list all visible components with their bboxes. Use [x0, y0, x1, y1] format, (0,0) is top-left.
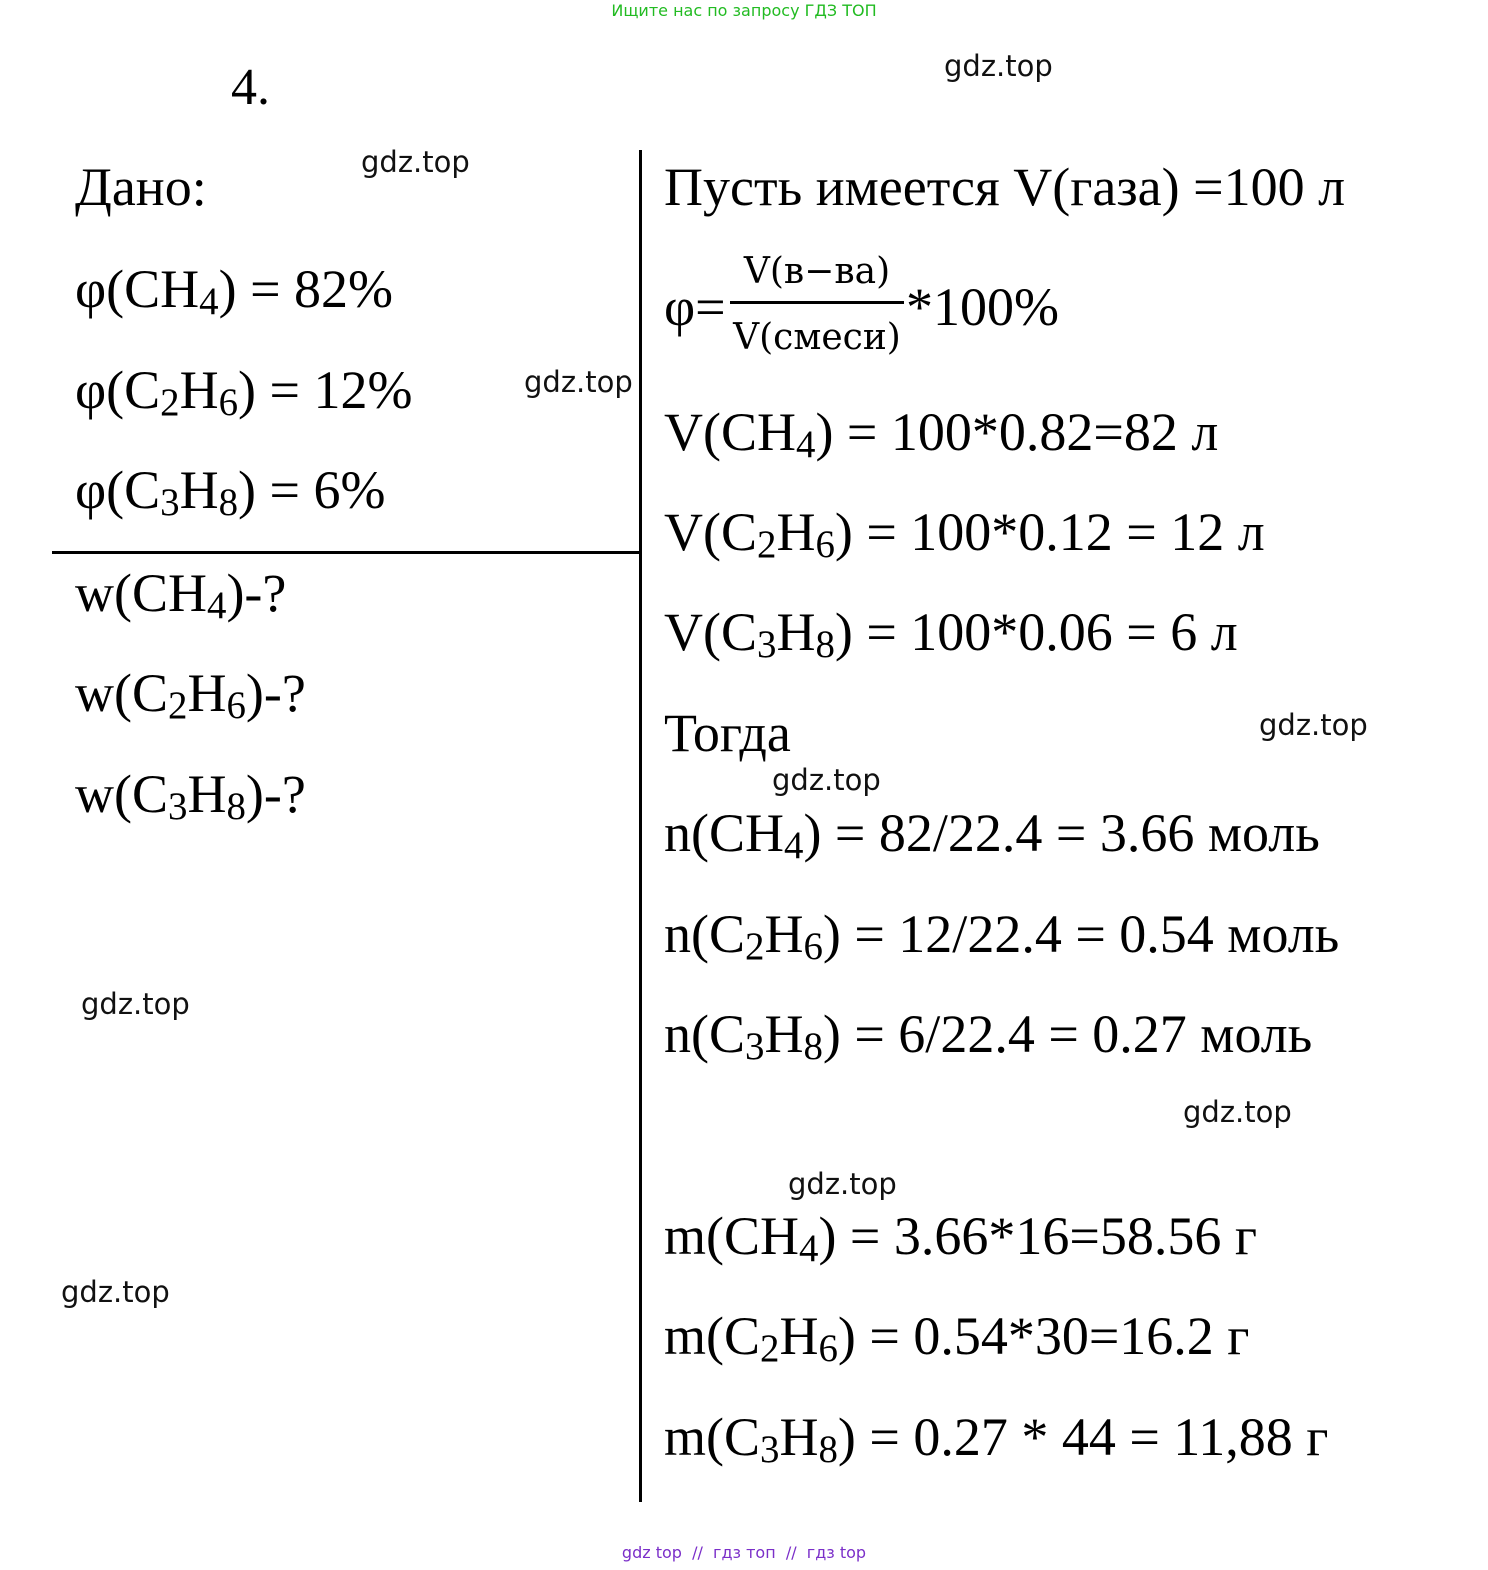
given-phi-c2h6: $\varphi(C_2H_6) = 12\%$ [75, 360, 413, 424]
volume-c2h6: $V(C_2H_6) = 100*0.12 = 12$ л [664, 502, 1265, 566]
mass-c3h8: $m(C_3H_8) = 0.27 * 44 = 11,88$ г [664, 1407, 1329, 1471]
watermark: gdz.top [524, 365, 633, 399]
find-w-ch4: $w(CH_4)-$? [75, 563, 287, 627]
task-number: 4. [231, 59, 270, 116]
given-find-divider [52, 551, 642, 554]
formula-lhs: φ= [664, 277, 726, 337]
mass-c2h6: $m(C_2H_6) = 0.54*30=16.2$ г [664, 1306, 1250, 1370]
watermark: gdz.top [1259, 708, 1368, 742]
vertical-divider [639, 150, 642, 1502]
find-w-c2h6: $w(C_2H_6)-$? [75, 663, 306, 727]
fraction-bar [730, 301, 904, 304]
watermark: gdz.top [61, 1275, 170, 1309]
given-header: Дано: [75, 157, 207, 217]
volume-c3h8: $V(C_3H_8) = 100*0.06 = 6$ л [664, 602, 1238, 666]
site-banner: Ищите нас по запросу ГДЗ ТОП [611, 1, 877, 20]
watermark: gdz.top [772, 763, 881, 797]
then-label: Тогда [664, 703, 791, 763]
formula-numerator: V(в−ва) [743, 251, 891, 292]
mass-ch4: $m(CH_4) = 3.66*16=58.56$ г [664, 1206, 1257, 1270]
moles-c2h6: $n(C_2H_6) = 12/22.4 = 0.54$ моль [664, 904, 1340, 968]
watermark: gdz.top [788, 1167, 897, 1201]
watermark: gdz.top [81, 987, 190, 1021]
watermark: gdz.top [944, 49, 1053, 83]
site-footer: gdz top // гдз топ // гдз top [621, 1543, 867, 1562]
solution-assumption: Пусть имеется V(газа) =100 л [664, 157, 1346, 217]
given-phi-c3h8: $\varphi(C_3H_8) = 6\%$ [75, 460, 386, 524]
formula-rhs: *100% [906, 277, 1059, 337]
find-w-c3h8: $w(C_3H_8)-$? [75, 764, 306, 828]
moles-ch4: $n(CH_4) = 82/22.4 = 3.66$ моль [664, 803, 1320, 867]
formula-denominator: V(смеси) [733, 317, 901, 358]
given-phi-ch4: $\varphi(CH_4) = 82\%$ [75, 259, 394, 323]
watermark: gdz.top [361, 145, 470, 179]
watermark: gdz.top [1183, 1095, 1292, 1129]
volume-ch4: $V(CH_4) = 100*0.82=82$ л [664, 402, 1219, 466]
moles-c3h8: $n(C_3H_8) = 6/22.4 = 0.27$ моль [664, 1004, 1313, 1068]
